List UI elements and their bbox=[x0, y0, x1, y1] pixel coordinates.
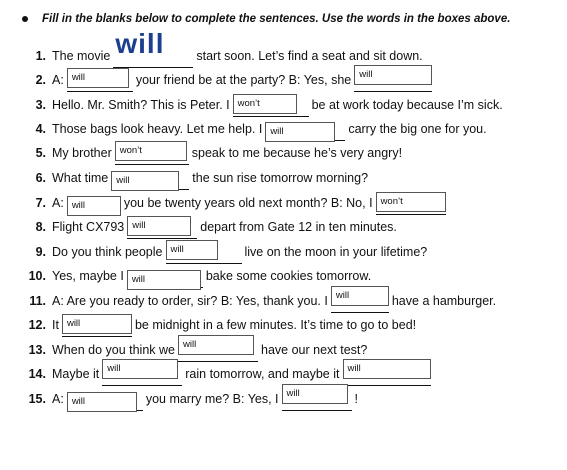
answer-box[interactable]: won’t bbox=[233, 94, 297, 114]
answer-box[interactable]: will bbox=[115, 28, 165, 59]
answer-box[interactable]: will bbox=[178, 335, 254, 355]
sentence-text: Hello. Mr. Smith? This is Peter. I bbox=[52, 98, 230, 112]
answer-box[interactable]: won’t bbox=[376, 192, 446, 212]
sentence-text: live on the moon in your lifetime? bbox=[244, 245, 428, 259]
exercise-row-10 bbox=[24, 265, 371, 287]
sentence-text: Do you think people bbox=[52, 245, 163, 259]
exercise-row-6 bbox=[24, 167, 368, 189]
sentence-text: Yes, maybe I bbox=[52, 269, 124, 283]
sentence-text: have our next test? bbox=[261, 343, 368, 357]
sentence-text: My brother bbox=[52, 146, 112, 160]
item-number: 14. bbox=[28, 367, 46, 381]
sentence-text: bake some cookies tomorrow. bbox=[205, 269, 372, 283]
sentence-text: The movie bbox=[52, 49, 111, 63]
sentence-text: you be twenty years old next month? B: No, I bbox=[123, 196, 373, 210]
sentence-text: start soon. Let’s find a seat and sit down. bbox=[196, 49, 423, 63]
answer-blank[interactable] bbox=[166, 241, 242, 264]
answer-blank[interactable] bbox=[67, 388, 143, 411]
item-number: 13. bbox=[28, 343, 46, 357]
item-number: 12. bbox=[28, 318, 46, 332]
item-number: 3. bbox=[35, 98, 46, 112]
sentence-text: A: bbox=[52, 392, 64, 406]
item-number: 10. bbox=[28, 269, 46, 283]
answer-box[interactable]: won’t bbox=[115, 141, 187, 161]
answer-box[interactable]: will bbox=[343, 359, 431, 379]
answer-blank[interactable] bbox=[111, 167, 189, 190]
sentence-text: ! bbox=[354, 392, 358, 406]
answer-blank[interactable] bbox=[233, 94, 309, 117]
answer-box[interactable]: will bbox=[127, 216, 191, 236]
answer-box[interactable]: will bbox=[282, 384, 348, 404]
sentence-text: Maybe it bbox=[52, 367, 100, 381]
item-number: 7. bbox=[35, 196, 46, 210]
exercise-row-9 bbox=[24, 241, 427, 263]
answer-blank[interactable] bbox=[67, 69, 133, 92]
answer-box[interactable]: will bbox=[67, 68, 129, 88]
answer-box[interactable]: will bbox=[102, 359, 178, 379]
answer-blank[interactable] bbox=[376, 192, 446, 215]
exercise-row-5 bbox=[24, 142, 402, 164]
exercise-row-13 bbox=[24, 339, 367, 361]
answer-box[interactable]: will bbox=[354, 65, 432, 85]
item-number: 6. bbox=[35, 171, 46, 185]
answer-blank[interactable] bbox=[282, 388, 352, 411]
sentence-text: depart from Gate 12 in ten minutes. bbox=[200, 220, 397, 234]
exercise-row-1 bbox=[24, 28, 423, 67]
sentence-text: Those bags look heavy. Let me help. I bbox=[52, 122, 263, 136]
sentence-text: have a hamburger. bbox=[391, 294, 497, 308]
answer-box[interactable]: will bbox=[111, 171, 179, 191]
answer-box[interactable]: will bbox=[127, 270, 201, 290]
sentence-text: When do you think we bbox=[52, 343, 175, 357]
answer-blank[interactable] bbox=[354, 69, 432, 92]
item-number: 15. bbox=[28, 392, 46, 406]
sentence-text: A: bbox=[52, 73, 64, 87]
exercise-row-2 bbox=[24, 69, 435, 91]
answer-box[interactable]: will bbox=[331, 286, 389, 306]
exercise-row-4 bbox=[24, 118, 487, 140]
exercise-row-12 bbox=[24, 314, 416, 336]
sentence-text: the sun rise tomorrow morning? bbox=[192, 171, 369, 185]
sentence-text: carry the big one for you. bbox=[348, 122, 487, 136]
item-number: 5. bbox=[35, 146, 46, 160]
sentence-text: What time bbox=[52, 171, 109, 185]
sentence-text: A: bbox=[52, 196, 64, 210]
item-number: 9. bbox=[35, 245, 46, 259]
sentence-text: you marry me? B: Yes, I bbox=[145, 392, 279, 406]
answer-blank[interactable] bbox=[115, 142, 189, 165]
answer-blank[interactable] bbox=[113, 28, 193, 68]
answer-blank[interactable] bbox=[102, 363, 182, 386]
instructions bbox=[22, 13, 510, 25]
sentence-text: rain tomorrow, and maybe it bbox=[185, 367, 340, 381]
answer-box[interactable]: will bbox=[265, 122, 335, 142]
answer-blank[interactable] bbox=[127, 265, 203, 288]
sentence-text: speak to me because he’s very angry! bbox=[191, 146, 403, 160]
sentence-text: be midnight in a few minutes. It’s time to go to bed! bbox=[134, 318, 417, 332]
item-number: 4. bbox=[35, 122, 46, 136]
answer-blank[interactable] bbox=[331, 290, 389, 313]
exercise-row-8 bbox=[24, 216, 397, 238]
instructions-text: Fill in the blanks below to complete the sentences. Use the words in the boxes above. bbox=[42, 13, 511, 25]
answer-box[interactable]: will bbox=[67, 196, 121, 216]
answer-box[interactable]: will bbox=[62, 314, 132, 334]
answer-blank[interactable] bbox=[127, 216, 197, 239]
exercise-row-3 bbox=[24, 94, 503, 116]
exercise-row-11 bbox=[24, 290, 496, 312]
sentence-text: It bbox=[52, 318, 59, 332]
item-number: 11. bbox=[29, 294, 46, 308]
exercise-row-14 bbox=[24, 363, 434, 385]
sentence-text: Flight CX793 bbox=[52, 220, 125, 234]
answer-blank[interactable] bbox=[265, 118, 345, 141]
bullet-icon bbox=[22, 16, 28, 22]
answer-box[interactable]: will bbox=[166, 240, 218, 260]
sentence-text: be at work today because I’m sick. bbox=[311, 98, 503, 112]
answer-blank[interactable] bbox=[67, 192, 121, 215]
item-number: 1. bbox=[35, 49, 46, 63]
answer-box[interactable]: will bbox=[67, 392, 137, 412]
exercise-row-15 bbox=[24, 388, 358, 410]
exercise-row-7 bbox=[24, 192, 449, 214]
item-number: 2. bbox=[35, 73, 46, 87]
item-number: 8. bbox=[35, 220, 46, 234]
answer-blank[interactable] bbox=[343, 363, 431, 386]
sentence-text: your friend be at the party? B: Yes, she bbox=[135, 73, 352, 87]
sentence-text: A: Are you ready to order, sir? B: Yes, thank you. I bbox=[52, 294, 328, 308]
answer-blank[interactable] bbox=[62, 314, 132, 337]
answer-blank[interactable] bbox=[178, 339, 258, 362]
